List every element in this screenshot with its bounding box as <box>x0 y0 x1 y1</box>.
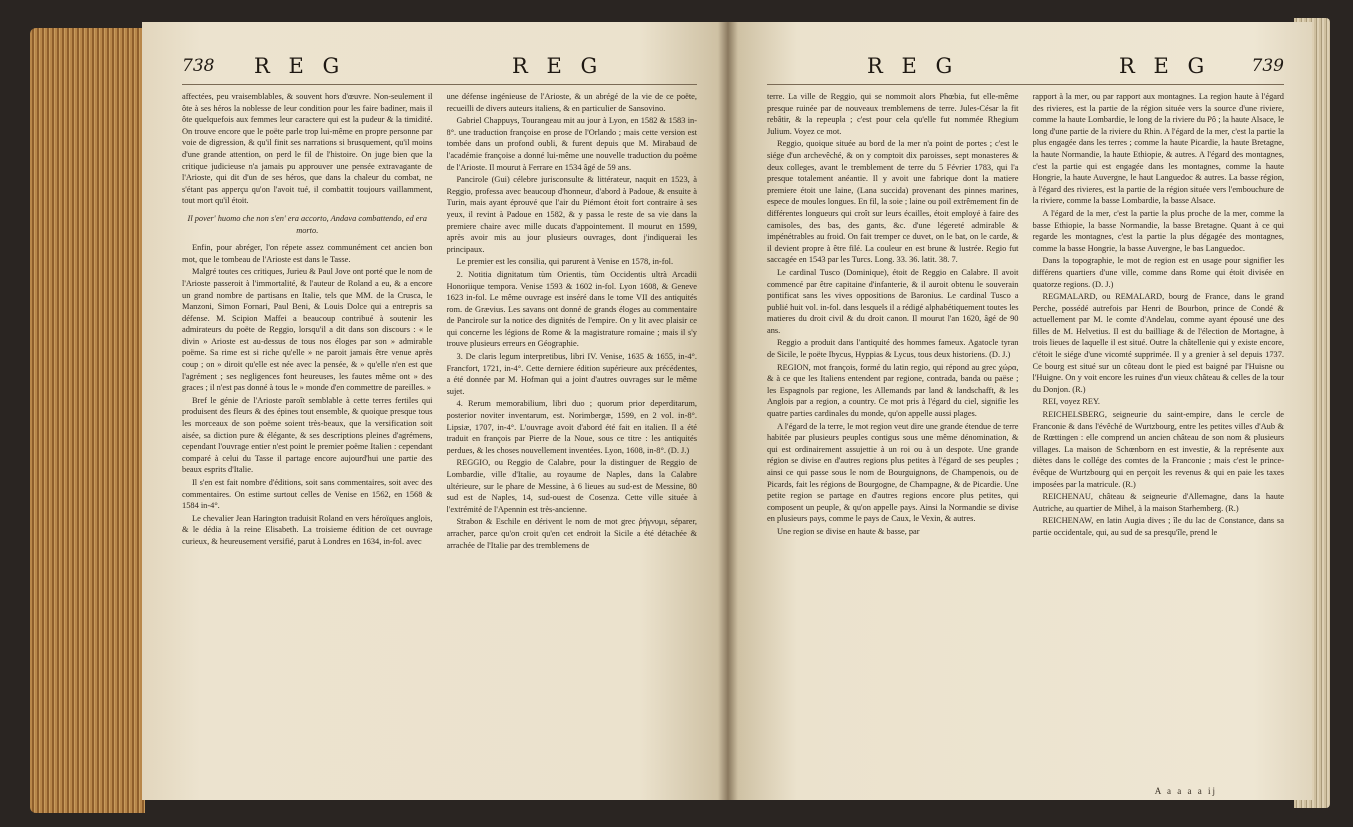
paragraph: 3. De claris legum interpretibus, libri IV. Venise, 1635 & 1655, in-4°. Francfort, 1721, in-4°. Cette derniere édition supérieure aux précédentes, a été donnée par M. Hofman qui a joint d'autres ouvrages sur le même sujet. <box>446 352 697 396</box>
paragraph: Une region se divise en haute & basse, par <box>777 526 920 536</box>
paragraph: Le cardinal Tusco (Dominique), étoit de Reggio en Calabre. Il avoit commencé par être capitaine d'infanterie, & il auroit obtenu le souverain pontificat sans les vives oppositions de Baronius. Le cardinal Tusco a publié huit vol. in-fol. dans lesquels il a rédigé alphabétiquement toutes les matieres du droit civil & du droit canon. Il mourut l'an 1620, âgé de 90 ans. <box>767 267 1019 335</box>
paragraph: REGGIO, ou Reggio de Calabre, pour la distinguer de Reggio de Lombardie, ville d'Italie, au royaume de Naples, dans la Calabre ultérieure, sur le phare de Messine, à 6 lieues au sud-est de Messine, 80 sud est de Naples, 14, sud-ouest de Cosenza. Cette ville située à l'extrémité de l'Apennin est très-ancienne. <box>446 458 697 514</box>
book-gutter <box>718 22 738 800</box>
verse-quote: Il pover' huomo che non s'en' era accorto, Andava combattendo, ed era morto. <box>187 213 427 235</box>
paragraph: 2. Notitia dignitatum tùm Orientis, tùm Occidentis ultrà Arcadii Honoriique tempora. Venise 1593 & 1602 in-fol. Lyon 1608, & Geneve 1623 in-fol. Le même ouvrage est inséré dans le tome VII des antiquités rom. de Grævius. Les savans ont donné de grands éloges au commentaire de Pancirole sur la notice des dignités de l'empire. On y lit avec plaisir ce qui concerne les légions de Rome & la magistrature romaine ; mais il s'y trouve plusieurs erreurs en Géographie. <box>446 269 697 349</box>
page-edges-left <box>30 28 145 813</box>
paragraph: REICHELSBERG, seigneurie du saint-empire, dans le cercle de Franconie & dans l'évêché de Wurtzbourg, entre les petites villes d'Aub & de Rœttingen : elle comprend un ancien château de son nom & plusieurs villages. La maison de Schœnborn en est investie, & la représente aux diètes dans le collége des comtes de la Franconie ; mais c'est le prince-évêque de Wurtzbourg qui en perçoit les revenus & qui en paie les taxes imposées par la matricule. (R.) <box>1032 410 1284 489</box>
right-page <box>727 22 1312 800</box>
open-book <box>30 8 1330 820</box>
paragraph: Reggio, quoique située au bord de la mer n'a point de portes ; c'est le siége d'un archevêché, & on y comptoit dix paroisses, sept monasteres & deux colleges, avant le tremblement de terre du 5 Février 1783, qui l'a presque totalement anéantie. Il y avoit une fabrique dont la matiere premiere étoit une laine, (Lana succida) provenant des pinnes marines, espece de moules longues. En fil, la soie ; laine ou poil extrêmement fin de différentes longueurs qui croît sur leurs écailles, étoit employé à faire des camisoles, des bas, des gants, &c. d'une légereté admirable & impénétrables au froid. On fait tremper ce duvet, on le bat, on le carde, & il devient propre à être filé. La couleur en est brune & lustrée. Regio fut saccagée en 1543 par les Turcs. Long. 33. 36. latit. 38. 7. <box>767 139 1019 265</box>
paragraph: REGION, mot françois, formé du latin regio, qui répond au grec χώρα, & à ce que les Italiens entendent par regione, contrada, banda ou paëse ; les Espagnols par regione, les Allemands par land & landschafft, & les Anglois par a region, a country. Ce mot pris à l'égard du ciel, signifie les quatre parties cardinales du monde, qu'on appelle aussi plages. <box>767 362 1019 419</box>
paragraph: Enfin, pour abréger, l'on répete assez communément cet ancien bon mot, que le tombeau de l'Arioste est dans le Tasse. <box>182 243 433 264</box>
paragraph: terre. La ville de Reggio, qui se nommoit alors Phœbia, fut elle-même presque ruinée par de nouveaux tremblemens de terre. Jules-César la fit rebâtir, & la repeupla ; c'est pour cela qu'elle fut nommée Rhegium Julium. Voyez ce mot. <box>767 92 1019 136</box>
right-column-2 <box>1033 91 1285 800</box>
paragraph: Pancirole (Gui) célebre jurisconsulte & littérateur, naquit en 1523, à Reggio, professa avec beaucoup d'honneur, d'abord à Padoue, & ensuite à Turin, mais ayant éprouvé que l'air du Piémont étoit fort contraire à ses yeux, il revint à Padoue en 1582, & y passa le reste de sa vie dans la premiere chaire avec mille ducats d'appointement. Il mourut en 1599, après avoir mis au jour plusieurs ouvrages, dont j'indiquerai les principaux. <box>446 175 697 254</box>
paragraph: REI, voyez REY. <box>1042 397 1101 407</box>
paragraph: A l'égard de la terre, le mot region veut dire une grande étendue de terre habitée par plusieurs peuples contigus sous une même dénomination, & qui est ordinairement assujettie à un roi ou à un despote. Une grande région se divise en d'autres regions plus petites à l'égard de ses peuples ; ainsi ce qui passe sous le nom de Bourguignons, de Champenois, ou de Picards, fait les régions de Bourgogne, de Champagne, & de Picardie. Une petite region se partage en d'autres regions encore plus petites, qui composent un peuple, & qu'on appelle pays. Ainsi la Normandie se divise en plusieurs pays, comme le pays de Caux, le Vexin, & autres. <box>767 421 1019 524</box>
paragraph: REICHENAU, château & seigneurie d'Allemagne, dans la haute Autriche, au quartier de Mihel, à la maison Starhemberg. (R.) <box>1032 492 1284 513</box>
paragraph: Dans la topographie, le mot de region est en usage pour signifier les différens quartiers d'une ville, comme dans Rome qui étoit divisée en quatorze regions. (D. J.) <box>1032 256 1284 289</box>
right-page-number: 739 <box>1251 56 1284 76</box>
paragraph: une défense ingénieuse de l'Arioste, & un abrégé de la vie de ce poëte, recueilli de divers auteurs italiens, & en particulier de Sansovino. <box>446 92 697 113</box>
right-head-word-2: R E G <box>1119 54 1211 78</box>
paragraph: Le chevalier Jean Harington traduisit Roland en vers héroïques anglois, & le dédia à la reine Elisabeth. La troisieme édition de cet ouvrage curieux, & heureusement versifié, parut à Londres en 1634, in-fol. avec <box>182 513 433 546</box>
left-column-2 <box>447 91 698 800</box>
signature-mark: A a a a a ij <box>1154 786 1217 796</box>
right-column-1 <box>767 91 1019 800</box>
left-head-word-2: R E G <box>512 54 604 78</box>
paragraph: Gabriel Chappuys, Tourangeau mit au jour à Lyon, en 1582 & 1583 in-8°. une traduction françoise en prose de l'Orlando ; mais cette version est tombée dans un profond oubli, & furent depuis que M. Mirabaud de l'académie françoise a donné lui-même une nouvelle traduction du poëme de l'Arioste. Il mourut à Ferrare en 1534 âgé de 59 ans. <box>446 116 697 172</box>
left-running-head <box>182 54 697 85</box>
left-column-1 <box>182 91 433 800</box>
paragraph: Strabon & Eschile en dérivent le nom de mot grec ῥήγνυμι, séparer, arracher, parce qu'on croit qu'en cet endroit la Sicile a été détachée & arrachée de l'Italie par des tremblemens de <box>446 517 697 550</box>
left-page-number: 738 <box>182 56 215 76</box>
paragraph: Reggio a produit dans l'antiquité des hommes fameux. Agatocle tyran de Sicile, le poëte Ibycus, Hyppias & Lycus, tous deux historiens. (D. J.) <box>767 338 1019 360</box>
paragraph: rapport à la mer, ou par rapport aux montagnes. La region haute à l'égard des rivieres, est la partie de la région située vers la source d'une riviere, comme la haute Lombardie, le long de la riviere du Pô ; la haute Alsace, le long d'une partie de la riviere du Rhin. A l'égard de la mer, c'est la partie la plus engagée dans les terres ; comme la haute Picardie, la haute Bretagne, la haute Normandie, la haute Ethiopie, & autres. A l'égard des montagnes, c'est la partie qui est engagée dans les montagnes, comme la haute Hongrie, la haute Auvergne, le haut Languedoc & autres. La basse région, à l'égard des rivieres, est la partie de la région située vers l'embouchure de la riviere, comme la basse Lombardie, la basse Alsace. <box>1032 92 1284 206</box>
left-page <box>142 22 727 800</box>
paragraph: REGMALARD, ou REMALARD, bourg de France, dans le grand Perche, possédé autrefois par Henri de Bourbon, prince de Condé & actuellement par M. le comte d'Andelau, comme ayant épousé une des filles de M. Helvetius. Il est du bailliage & de l'élection de Mortagne, à trois lieues de laquelle il est situé. Outre la châtellenie qui y existe encore, c'étoit le siége d'une vicomté supprimée. Il y a grenier à sel depuis 1737. Ce bourg est situé sur un côteau dont le pied est baigné par l'Huisne ou l'Huigne. On y voit encore les ruines d'un vieux château & celles de la tour du Donjon. (R.) <box>1032 292 1284 394</box>
left-head-word-1: R E G <box>254 54 346 78</box>
paragraph: REICHENAW, en latin Augia dives ; île du lac de Constance, dans sa partie occidentale, qui, au sud de sa presqu'île, prend le <box>1032 516 1284 537</box>
paragraph: 4. Rerum memorabilium, libri duo ; quorum prior deperditarum, posterior noviter inventarum, est. Norimbergæ, 1599, en 2 vol. in-8°. Lipsiæ, 1707, in-4°. L'ouvrage avoit d'abord été fait en italien. Il a été traduit en françois par Pierre de la Noue, sous ce titre : les antiquités perdues, & les choses nouvellement inventées. Lyon, 1608, in-8°. (D. J.) <box>446 399 697 455</box>
paragraph: A l'égard de la mer, c'est la partie la plus proche de la mer, comme la basse Ethiopie, la basse Normandie, la basse Bretagne. Quant à ce qui regarde les montagnes, c'est la partie la plus dégagée des montagnes, comme la basse Hongrie, la basse Auvergne, le bas Languedoc. <box>1032 208 1284 253</box>
paragraph: Le premier est les consilia, qui parurent à Venise en 1578, in-fol. <box>456 257 674 267</box>
paragraph: Bref le génie de l'Arioste paroît semblable à cette terres fertiles qui produisent des fleurs & des épines tout ensemble, & quoique presque tous les morceaux de son poëme soient très-beaux, que la versification soit aisée, sa diction pure & élégante, & ses descriptions pleines d'agrémens, cependant l'ouvrage entier n'est point le premier poëme Italien : cependant comparé à celui du Tasse il partage encore aujourd'hui une partie des beaux esprits d'Italie. <box>182 395 433 475</box>
right-running-head <box>767 54 1284 85</box>
paragraph: affectées, peu vraisemblables, & souvent hors d'œuvre. Non-seulement il ôte à ses héros la noblesse de leur condition pour les faire badiner, mais il ôte quelquefois aux femmes leur caractere qui est la pudeur & la timidité. On trouve encore que le poëte parle trop lui-même en propre personne par voie de digression, & qu'il finit ses narrations si brusquement, qu'il moins d'une grande attention, on perd le fil de l'histoire. On juge bien que la critique judicieuse n'a jamais pu approuver une pensée extravagante de l'Arioste, qui dit d'un de ses héros, que dans la chaleur du combat, ne s'étant pas apperçu qu'on l'avoit tué, il combattit toujours vaillamment, tout mort qu'il étoit. <box>182 92 433 206</box>
paragraph: Malgré toutes ces critiques, Jurieu & Paul Jove ont porté que le nom de l'Arioste passeroit à l'immortalité, & l'auteur de Roland a eu, & a encore un grand nombre de partisans en Italie, tels que MM. de la Crusca, le Manzoni, Simon Fornari, Paul Beni, & Louis Dolce qui a entrepris sa défense. M. Scipion Maffei a beaucoup contribué à soutenir les admirateurs du poëte de Reggio, lorsqu'il a dit dans son discours : « le divin » Arioste est au-dessus de tous nos éloges par son » admirable poëme. Sa rime est si riche qu'elle » ne paroit jamais être venue après coup ; on » diroit qu'elle est née avec la pensée, & » qu'elle n'en est que l'agrément ; ses negligences font heureuses, les fautes même ont » des graces ; il n'est pas donné à tous le » monde d'en commettre de pareilles. » <box>182 267 433 393</box>
paragraph: Il s'en est fait nombre d'éditions, soit sans commentaires, soit avec des commentaires. On estime surtout celles de Venise en 1562, en 1568 & 1584 in-4°. <box>182 478 433 511</box>
right-head-word-1: R E G <box>867 54 959 78</box>
